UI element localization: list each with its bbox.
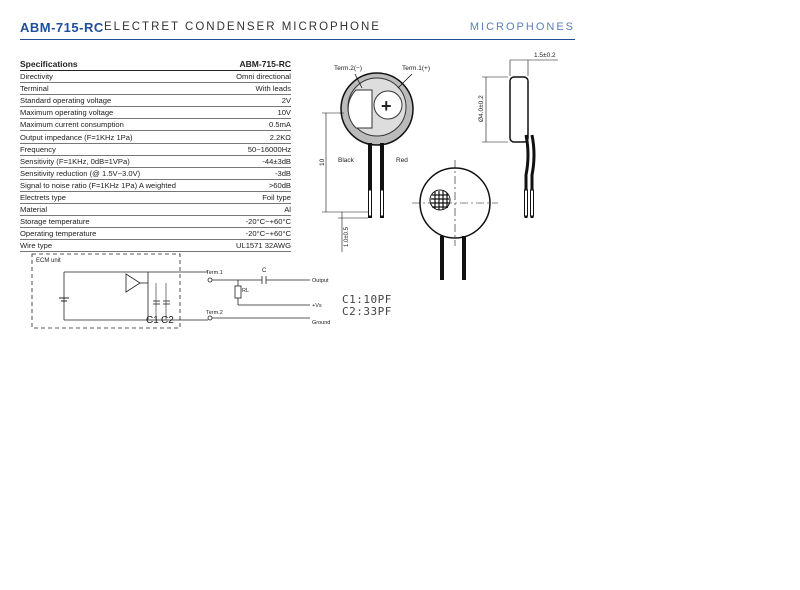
- spec-label: Output impedance (F=1KHz 1Pa): [20, 131, 220, 143]
- vs-label: +Vs: [312, 303, 322, 309]
- length-dimension: 10: [319, 158, 326, 166]
- spec-label: Sensitivity (F=1KHz, 0dB=1VPa): [20, 155, 220, 167]
- spec-value: With leads: [220, 83, 291, 95]
- side-view: [478, 52, 558, 218]
- spec-table: [20, 58, 291, 252]
- spec-header-label: Specifications: [20, 58, 220, 71]
- c1-note: C1:10PF: [342, 293, 392, 306]
- spec-header-value: ABM-715-RC: [220, 58, 291, 71]
- black-wire-label: Black: [338, 157, 354, 164]
- spec-value: >60dB: [220, 179, 291, 191]
- spec-row: [20, 119, 291, 131]
- spec-row: [20, 83, 291, 95]
- spec-label: Storage temperature: [20, 216, 220, 228]
- front-view: [319, 65, 430, 252]
- spec-table-header: [20, 58, 291, 71]
- spec-row: [20, 216, 291, 228]
- spec-value: 10V: [220, 107, 291, 119]
- spec-row: [20, 228, 291, 240]
- plus-mark: +: [381, 96, 392, 116]
- spec-row: [20, 167, 291, 179]
- spec-label: Maximum operating voltage: [20, 107, 220, 119]
- back-view: [412, 160, 498, 280]
- mechanical-drawing: [300, 40, 580, 280]
- output-label: Output: [312, 278, 329, 284]
- c2-note: C2:33PF: [342, 305, 392, 318]
- spec-label: Sensitivity reduction (@ 1.5V~3.0V): [20, 167, 220, 179]
- ground-label: Ground: [312, 320, 331, 326]
- spec-row: [20, 95, 291, 107]
- spec-label: Standard operating voltage: [20, 95, 220, 107]
- circuit-term1-label: Term.1: [206, 270, 223, 276]
- product-description: ELECTRET CONDENSER MICROPHONE: [104, 21, 381, 33]
- spec-row: [20, 191, 291, 203]
- red-wire-label: Red: [396, 157, 408, 164]
- fet-amplifier: [126, 274, 140, 292]
- category-label: MICROPHONES: [469, 21, 575, 33]
- term2-label: Term.2(−): [334, 65, 362, 72]
- circuit-term2-label: Term.2: [206, 310, 223, 316]
- spec-value: Foil type: [220, 191, 291, 203]
- spec-value: -3dB: [220, 167, 291, 179]
- spec-value: -20°C~+60°C: [220, 228, 291, 240]
- spec-row: [20, 131, 291, 143]
- spec-row: [20, 107, 291, 119]
- c1-label: C1: [146, 315, 159, 326]
- spec-row: [20, 71, 291, 83]
- spec-value: 0.5mA: [220, 119, 291, 131]
- spec-value: UL1571 32AWG: [220, 240, 291, 252]
- term1-label: Term.1(+): [402, 65, 430, 72]
- spec-row: [20, 179, 291, 191]
- spec-label: Operating temperature: [20, 228, 220, 240]
- spec-value: 2V: [220, 95, 291, 107]
- spec-label: Wire type: [20, 240, 220, 252]
- strip-dimension: 1.0±0.5: [344, 227, 350, 247]
- page-header: [20, 20, 575, 40]
- ecm-unit-label: ECM unit: [36, 258, 61, 264]
- spec-label: Frequency: [20, 143, 220, 155]
- spec-label: Signal to noise ratio (F=1KHz 1Pa) A weighted: [20, 179, 220, 191]
- model-title: ABM-715-RC: [20, 20, 104, 35]
- spec-label: Electrets type: [20, 191, 220, 203]
- spec-label: Material: [20, 204, 220, 216]
- load-resistor: [235, 286, 241, 298]
- spec-label: Terminal: [20, 83, 220, 95]
- c2-label: C2: [161, 315, 174, 326]
- spec-row: [20, 143, 291, 155]
- spec-value: -20°C~+60°C: [220, 216, 291, 228]
- spec-row: [20, 204, 291, 216]
- spec-value: Al: [220, 204, 291, 216]
- spec-label: Directivity: [20, 71, 220, 83]
- spec-value: -44±3dB: [220, 155, 291, 167]
- capacitor-notes: [342, 294, 392, 318]
- spec-label: Maximum current consumption: [20, 119, 220, 131]
- spec-value: Omni directional: [220, 71, 291, 83]
- diameter-dimension: Ø4.0±0.2: [478, 95, 485, 122]
- rl-label: RL: [242, 288, 250, 294]
- spec-row: [20, 155, 291, 167]
- spec-value: 2.2KΩ: [220, 131, 291, 143]
- spec-value: 50~16000Hz: [220, 143, 291, 155]
- coupling-cap-label: C: [262, 268, 267, 274]
- thickness-dimension: 1.5±0.2: [534, 52, 556, 59]
